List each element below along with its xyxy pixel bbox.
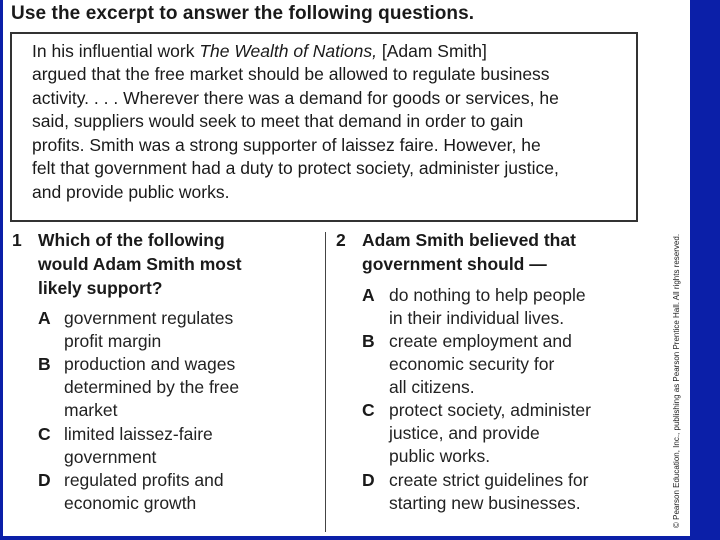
copyright-notice: © Pearson Education, Inc., publishing as Pearson Prentice Hall. All rights reserved. <box>672 233 681 528</box>
option-text-line: limited laissez-faire <box>64 424 213 444</box>
excerpt-box <box>10 32 638 222</box>
option-text-line: government <box>64 447 157 467</box>
option-text-line: starting new businesses. <box>389 493 581 513</box>
option-text-line: economic security for <box>389 354 555 374</box>
option-text-line: determined by the free <box>64 377 240 397</box>
question-stem-line: likely support? <box>38 278 163 298</box>
column-divider <box>325 232 326 532</box>
option-letter: B <box>38 354 51 374</box>
option-letter: A <box>362 285 375 305</box>
question-number: 2 <box>336 230 346 250</box>
option-letter: D <box>362 470 375 490</box>
option-text-line: regulated profits and <box>64 470 224 490</box>
excerpt-line: activity. . . . Wherever there was a demand for goods or services, he <box>32 88 559 108</box>
option-text-line: profit margin <box>64 331 162 351</box>
option-text-line: market <box>64 400 118 420</box>
excerpt-line: and provide public works. <box>32 182 230 202</box>
question-stem-line: Which of the following <box>38 230 225 250</box>
option-letter: A <box>38 308 51 328</box>
excerpt-line: In his influential work The Wealth of Nations, [Adam Smith] <box>32 41 487 61</box>
question-stem-line: would Adam Smith most <box>38 254 242 274</box>
option-letter: B <box>362 331 375 351</box>
question-stem-line: government should — <box>362 254 547 274</box>
option-text-line: protect society, administer <box>389 400 591 420</box>
option-text-line: in their individual lives. <box>389 308 565 328</box>
option-text-line: do nothing to help people <box>389 285 586 305</box>
option-letter: C <box>38 424 51 444</box>
option-letter: D <box>38 470 51 490</box>
book-title: The Wealth of Nations, <box>199 41 377 61</box>
option-letter: C <box>362 400 375 420</box>
option-text-line: all citizens. <box>389 377 475 397</box>
question-stem-line: Adam Smith believed that <box>362 230 576 250</box>
option-text-line: public works. <box>389 446 491 466</box>
option-text-line: production and wages <box>64 354 236 374</box>
left-frame-bar <box>0 0 3 540</box>
option-text-line: economic growth <box>64 493 197 513</box>
excerpt-line: profits. Smith was a strong supporter of laissez faire. However, he <box>32 135 541 155</box>
option-text-line: justice, and provide <box>389 423 540 443</box>
option-text-line: government regulates <box>64 308 234 328</box>
excerpt-line: argued that the free market should be allowed to regulate business <box>32 64 550 84</box>
option-text-line: create strict guidelines for <box>389 470 589 490</box>
instructions-heading: Use the excerpt to answer the following questions. <box>11 3 475 24</box>
question-number: 1 <box>12 230 22 250</box>
right-frame-bar <box>690 0 720 540</box>
option-text-line: create employment and <box>389 331 572 351</box>
excerpt-line: said, suppliers would seek to meet that demand in order to gain <box>32 111 524 131</box>
excerpt-line: felt that government had a duty to protect society, administer justice, <box>32 158 559 178</box>
bottom-frame-bar <box>0 536 720 540</box>
